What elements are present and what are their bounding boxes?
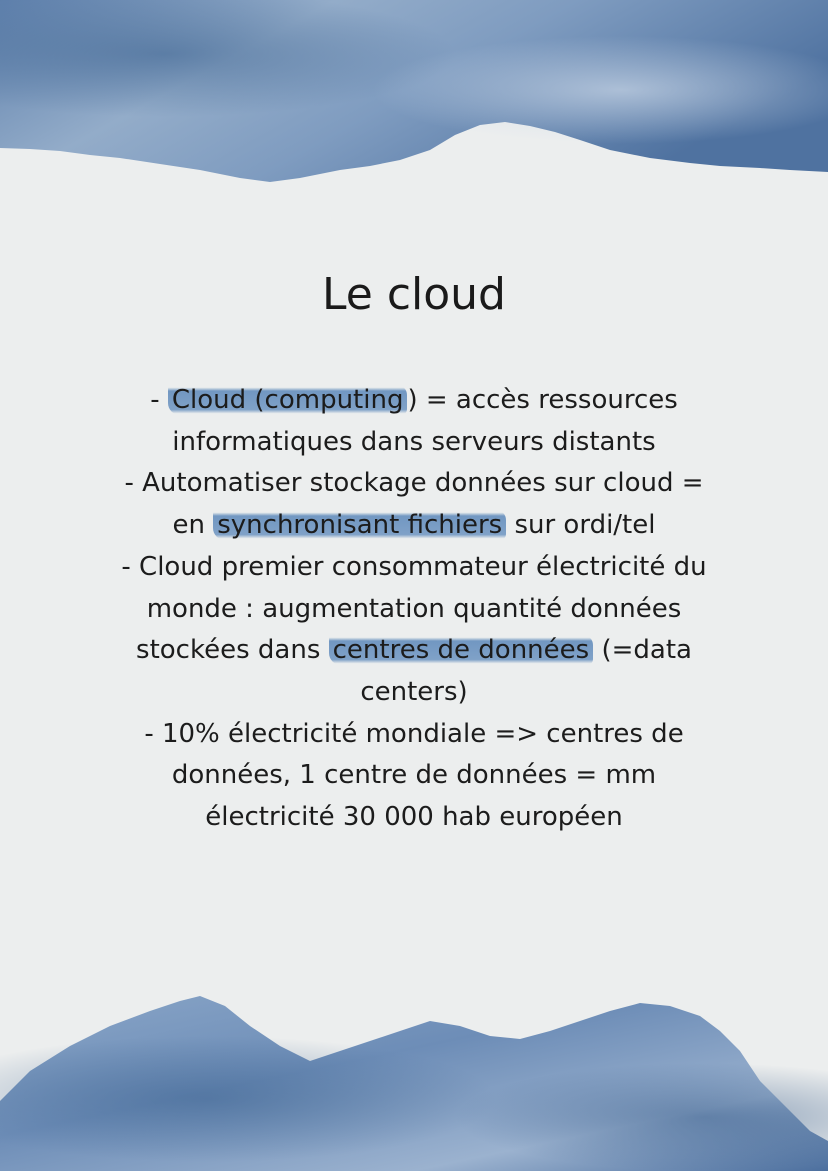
notes-body	[70, 380, 758, 839]
text-line: - Automatiser stockage données sur cloud =	[124, 468, 704, 499]
text-line: données, 1 centre de données = mm	[171, 760, 657, 791]
highlighted-term: centres de données	[329, 635, 594, 665]
text-line: électricité 30 000 hab européen	[205, 802, 623, 833]
watercolor-bottom-decoration	[0, 991, 828, 1171]
text-line: centers)	[360, 676, 468, 707]
text-line: - Cloud (computing ) = accès ressources	[150, 385, 678, 415]
text-line: en synchronisant fichiers sur ordi/tel	[172, 510, 656, 541]
text-line: monde : augmentation quantité données	[146, 593, 682, 624]
page-title: Le cloud	[322, 269, 506, 321]
text-line: - 10% électricité mondiale => centres de	[144, 718, 684, 749]
text-line: - Cloud premier consommateur électricité du	[121, 551, 707, 582]
text-line: informatiques dans serveurs distants	[172, 426, 656, 457]
text-line: stockées dans centres de données (=data	[136, 635, 692, 666]
watercolor-top-decoration	[0, 0, 828, 200]
highlighted-term: Cloud (computing	[168, 385, 408, 415]
highlighted-term: synchronisant fichiers	[213, 510, 506, 540]
